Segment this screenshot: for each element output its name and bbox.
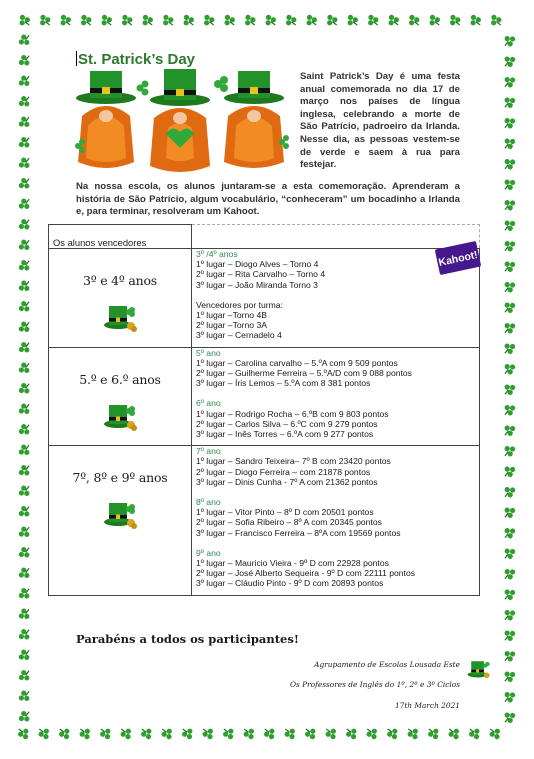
shamrock-icon [303, 725, 319, 742]
grade-title: 3º e 4º anos [82, 273, 158, 288]
winner-line: 1º lugar – Rodrigo Rocha – 6.ºB com 9 803 pontos [196, 408, 389, 419]
shamrock-icon [446, 725, 462, 742]
shamrock-icon [36, 725, 52, 742]
congrats-message: Parabéns a todos os participantes! [76, 632, 299, 646]
shamrock-icon [501, 627, 518, 643]
kahoot-logo-text: Kahoot! [437, 248, 479, 269]
text-cursor [76, 51, 77, 66]
shamrock-icon [487, 725, 503, 742]
shamrock-icon [16, 381, 33, 397]
shamrock-icon [283, 12, 299, 29]
shamrock-icon [467, 12, 483, 29]
table-row [49, 446, 480, 595]
shamrock-icon [16, 278, 33, 294]
winners-cell [192, 446, 480, 595]
shamrock-icon [16, 155, 33, 171]
shamrock-icon [501, 648, 518, 664]
shamrock-icon [16, 463, 33, 479]
shamrock-icon [364, 725, 380, 742]
shamrock-icon [501, 545, 518, 561]
shamrock-icon [344, 725, 360, 742]
shamrock-icon [501, 586, 518, 602]
winners-table [48, 224, 480, 596]
shamrock-icon [16, 360, 33, 376]
winner-line: 3º lugar – João Miranda Torno 3 [196, 279, 318, 290]
school-paragraph: Na nossa escola, os alunos juntaram-se a esta comemoração. Aprenderam a história de São Patrício, algum vocabulário, “conheceram” um bocadinho a Irlanda e, para terminar, resolveram um Kahoot. [76, 181, 460, 218]
table-header-label: Os alunos vencedores [53, 237, 147, 248]
winner-line: 3º lugar – Inês Torres – 6.ºA com 9 277 pontos [196, 429, 374, 440]
shamrock-icon [501, 607, 518, 623]
kahoot-logo [433, 239, 483, 277]
section-heading: 5º ano [196, 347, 221, 358]
page-title-text: St. Patrick’s Day [78, 51, 196, 68]
winner-line: 2º lugar –Torno 3A [196, 320, 267, 331]
winner-line: 3º lugar – Francisco Ferreira – 8ºA com 19569 pontos [196, 527, 401, 538]
shamrock-icon [262, 725, 278, 742]
winner-line: 2º lugar – Diogo Ferreira – com 21878 pontos [196, 466, 371, 477]
winners-cell [192, 347, 480, 446]
grade-title: 5.º e 6.º anos [79, 371, 161, 387]
shamrock-icon [98, 725, 114, 742]
shamrock-icon [16, 319, 33, 335]
gnomes-illustration [68, 66, 292, 178]
shamrock-icon [501, 484, 518, 500]
shamrock-icon [200, 725, 216, 742]
intro-paragraph: Saint Patrick’s Day é uma festa anual comemorada no dia 17 de março nos países de língua inglesa, celebrando a morte de São Patrício, padroeiro da Irlanda. Nesse dia, as pessoas vestem-se de verde e saem à rua para festejar. [300, 71, 460, 171]
section-heading: 7º ano [196, 446, 221, 457]
shamrock-icon [16, 94, 33, 110]
shamrock-icon [221, 725, 237, 742]
winner-line: 1º lugar – Sandro Teixeira– 7º B com 23420 pontos [196, 456, 391, 467]
shamrock-icon [16, 668, 33, 684]
shamrock-icon [385, 725, 401, 742]
shamrock-icon [16, 422, 33, 438]
shamrock-icon [16, 299, 33, 315]
shamrock-icon [16, 401, 33, 417]
gnome-left-icon [76, 71, 136, 168]
grade-title: 7º, 8º e 9º anos [72, 470, 168, 486]
winner-line: 1º lugar – Vitor Pinto – 8º D com 20501 pontos [196, 507, 374, 518]
winner-line: 1º lugar – Mauricio Vieira - 9º D com 22928 pontos [196, 558, 389, 569]
winner-line: 1º lugar –Torno 4B [196, 310, 267, 321]
shamrock-icon [303, 12, 319, 29]
shamrock-icon [501, 94, 518, 110]
table-row [49, 249, 480, 348]
shamrock-icon [501, 115, 518, 131]
shamrock-icon [501, 525, 518, 541]
shamrock-icon [501, 381, 518, 397]
shamrock-icon [501, 668, 518, 684]
shamrock-icon [501, 709, 518, 725]
shamrock-icon [16, 524, 33, 540]
shamrock-icon [501, 135, 518, 151]
shamrock-icon [16, 709, 33, 725]
shamrock-icon [16, 483, 33, 499]
grade-cell [49, 347, 192, 446]
shamrock-icon [501, 320, 518, 336]
shamrock-icon [119, 12, 135, 29]
section-heading: 6º ano [196, 398, 221, 409]
shamrock-icon [16, 73, 33, 89]
shamrock-icon [16, 217, 33, 233]
shamrock-icon [501, 361, 518, 377]
shamrock-icon [16, 688, 33, 704]
shamrock-icon [16, 647, 33, 663]
winner-line: 1º lugar – Carolina carvalho – 5.ºA com 9 509 pontos [196, 357, 398, 368]
leprechaun-hat-icon [467, 658, 491, 680]
shamrock-icon [501, 443, 518, 459]
shamrock-icon [16, 606, 33, 622]
page-title [76, 51, 195, 68]
winner-line: 3º lugar – Cernadelo 4 [196, 330, 282, 341]
shamrock-icon [57, 725, 73, 742]
shamrock-icon [57, 12, 73, 29]
shamrock-icon [323, 725, 339, 742]
shamrock-icon [159, 725, 175, 742]
shamrock-icon [160, 12, 176, 29]
signature-school: Agrupamento de Escolas Lousada Este [314, 660, 460, 669]
shamrock-icon [501, 299, 518, 315]
winner-line: 2º lugar – Carlos Silva – 6.ºC com 9 279 pontos [196, 418, 378, 429]
shamrock-icon [501, 566, 518, 582]
winner-line: 2º lugar – Rita Carvalho – Torno 4 [196, 269, 326, 280]
shamrock-icon [16, 196, 33, 212]
shamrock-icon [16, 12, 32, 29]
shamrock-icon [16, 725, 32, 742]
shamrock-icon [282, 725, 298, 742]
winner-line: 3º lugar – Íris Lemos – 5.ºA com 8 381 pontos [196, 378, 371, 389]
shamrock-icon [501, 33, 518, 49]
shamrock-icon [501, 402, 518, 418]
winner-line: 2º lugar – José Alberto Sequeira - 9º D com 22111 pontos [196, 568, 416, 579]
shamrock-icon [241, 725, 257, 742]
leprechaun-hat-icon [103, 302, 137, 332]
signature-date: 17th March 2021 [394, 701, 460, 710]
shamrock-icon [501, 238, 518, 254]
shamrock-icon [16, 258, 33, 274]
gnome-right-icon [224, 71, 284, 168]
leprechaun-hat-icon [103, 401, 137, 431]
shamrock-icon [501, 463, 518, 479]
shamrock-icon [16, 586, 33, 602]
section-heading: 3º /4º anos [196, 249, 238, 259]
shamrock-icon [16, 442, 33, 458]
winner-line: 2º lugar – Guilherme Ferreira – 5.ºA/D com 9 088 pontos [196, 368, 412, 379]
shamrock-icon [447, 12, 463, 29]
winner-line: 3º lugar – Dinis Cunha - 7º A com 21362 pontos [196, 476, 378, 487]
winner-line: 1º lugar – Diogo Alves – Torno 4 [196, 259, 319, 270]
shamrock-icon [16, 565, 33, 581]
grade-cell [49, 249, 192, 348]
shamrock-icon [501, 689, 518, 705]
shamrock-icon [16, 627, 33, 643]
shamrock-icon [501, 176, 518, 192]
shamrock-icon [324, 12, 340, 29]
grade-cell [49, 446, 192, 595]
shamrock-icon [501, 156, 518, 172]
shamrock-icon [16, 135, 33, 151]
winner-line: 2º lugar – Sofia Ribeiro – 8º A com 20345 pontos [196, 517, 382, 528]
shamrock-icon [37, 12, 53, 29]
shamrock-icon [385, 12, 401, 29]
shamrock-icon [501, 217, 518, 233]
shamrock-icon [16, 545, 33, 561]
shamrock-icon [344, 12, 360, 29]
shamrock-icon [501, 422, 518, 438]
shamrock-icon [467, 725, 483, 742]
shamrock-icon [501, 504, 518, 520]
shamrock-icon [16, 32, 33, 48]
shamrock-icon [501, 340, 518, 356]
shamrock-icon [16, 53, 33, 69]
shamrock-icon [77, 725, 93, 742]
shamrock-icon [118, 725, 134, 742]
winner-line: 3º lugar – Cláudio Pinto - 9º D com 20893 pontos [196, 578, 384, 589]
section-heading: 8º ano [196, 497, 221, 508]
shamrock-icon [405, 725, 421, 742]
shamrock-icon [16, 176, 33, 192]
table-row [49, 347, 480, 446]
shamrock-icon [242, 12, 258, 29]
section-heading: Vencedores por turma: [196, 299, 283, 310]
shamrock-icon [406, 12, 422, 29]
shamrock-icon [16, 237, 33, 253]
shamrock-icon [488, 12, 504, 29]
shamrock-icon [426, 725, 442, 742]
section-heading: 9º ano [196, 547, 221, 558]
shamrock-icon [501, 279, 518, 295]
shamrock-icon [501, 53, 518, 69]
shamrock-icon [78, 12, 94, 29]
table-header-cell [49, 225, 192, 249]
shamrock-icon [139, 12, 155, 29]
shamrock-icon [262, 12, 278, 29]
shamrock-icon [180, 12, 196, 29]
shamrock-icon [201, 12, 217, 29]
shamrock-icon [98, 12, 114, 29]
shamrock-icon [426, 12, 442, 29]
shamrock-icon [501, 74, 518, 90]
signature-teachers: Os Professores de Inglês do 1º, 2º e 3º Ciclos [289, 680, 460, 689]
leprechaun-hat-icon [103, 499, 137, 529]
shamrock-icon [365, 12, 381, 29]
shamrock-icon [501, 258, 518, 274]
shamrock-icon [16, 504, 33, 520]
shamrock-icon [16, 114, 33, 130]
shamrock-icon [16, 340, 33, 356]
shamrock-icon [139, 725, 155, 742]
shamrock-icon [221, 12, 237, 29]
shamrock-icon [501, 197, 518, 213]
shamrock-icon [180, 725, 196, 742]
gnome-middle-icon [150, 69, 210, 172]
